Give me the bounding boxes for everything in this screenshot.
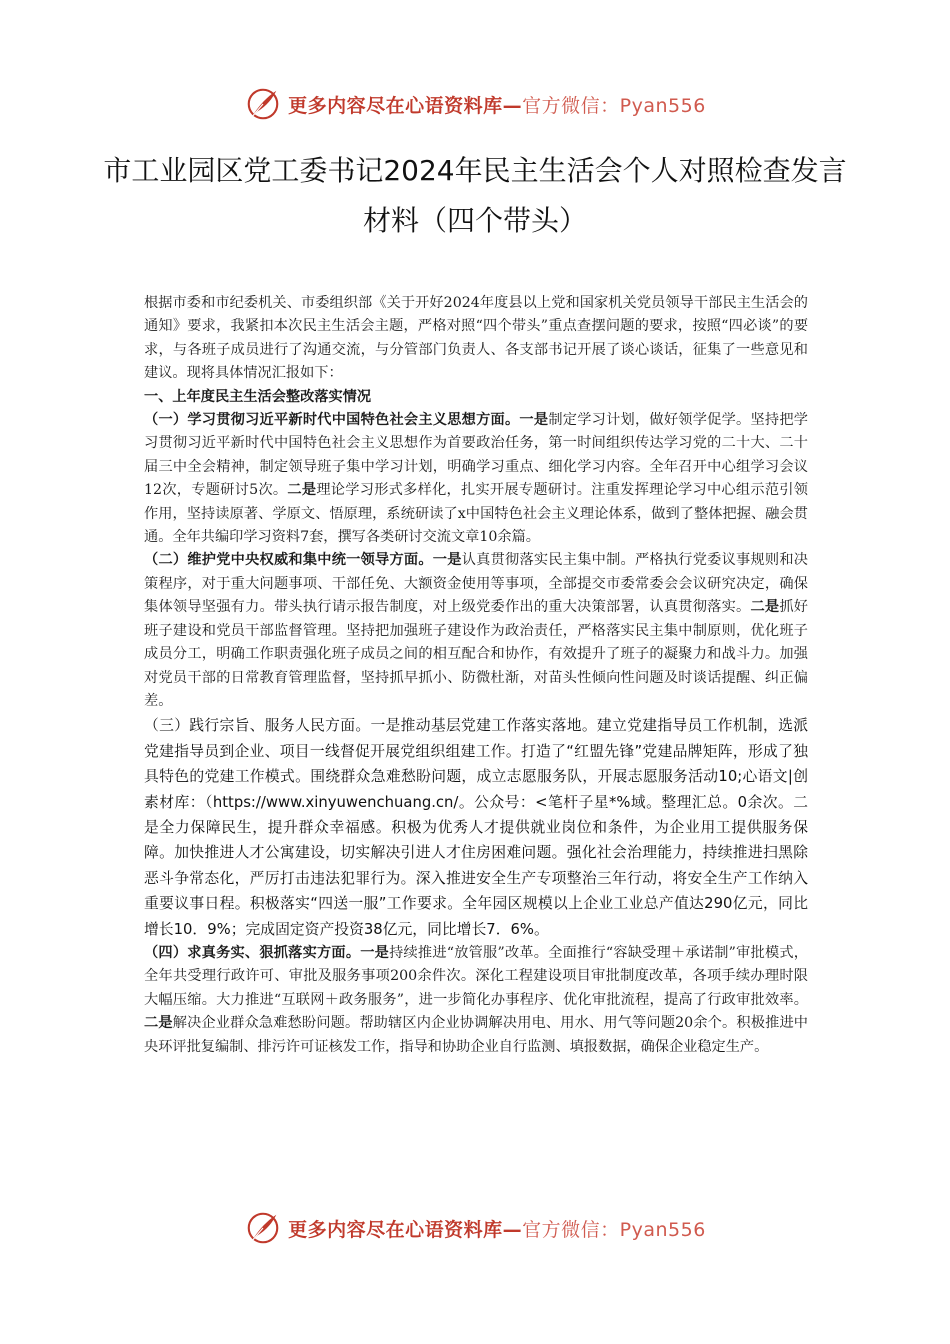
document-body	[144, 292, 808, 1059]
intro-paragraph: 根据市委和市纪委机关、市委组织部《关于开好2024年度县以上党和国家机关党员领导干部民主生活会的通知》要求，我紧扣本次民主生活会主题，严格对照“四个带头”重点查摆问题的要求，按照“四必谈”的要求，与各班子成员进行了沟通交流，与分管部门负责人、各支部书记开展了谈心谈话，征集了一些意见和建议。现将具体情况汇报如下：	[144, 295, 809, 382]
marker-second: 二是	[287, 482, 317, 499]
marker-first: 一是	[432, 552, 462, 569]
watermark-text: 更多内容尽在心语资料库—官方微信：Pyan556	[288, 1218, 706, 1241]
marker-first: 一是	[519, 412, 549, 429]
marker-second: 二是	[144, 1015, 173, 1032]
footer-watermark-banner	[0, 1202, 950, 1254]
marker-first: 一是	[360, 944, 390, 961]
section-heading: 一、上年度民主生活会整改落实情况	[144, 388, 372, 405]
watermark-text: 更多内容尽在心语资料库—官方微信：Pyan556	[288, 94, 706, 117]
paragraph-implementation: （四）求真务实、狠抓落实方面。一是持续推进“放管服”改革。全面推行“容缺受理＋承诺制”审批模式，全年共受理行政许可、审批及服务事项200余件次。深化工程建设项目审批制度改革，各项手续办理时限大幅压缩。大力推进“互联网＋政务服务”，进一步简化办事程序、优化审批流程，提高了行政审批效率。二是解决企业群众急难愁盼问题。帮助辖区内企业协调解决用电、用水、用气等问题20余个。积极推进中央环评批复编制、排污许可证核发工作，指导和协助企业自行监测、填报数据，确保企业稳定生产。	[144, 944, 808, 1055]
paragraph-lead: （四）求真务实、狠抓落实方面。	[144, 944, 361, 961]
paragraph-lead: （一）学习贯彻习近平新时代中国特色社会主义思想方面。	[144, 412, 520, 429]
paragraph-serve-people: （三）践行宗旨、服务人民方面。一是推动基层党建工作落实落地。建立党建指导员工作机制，选派党建指导员到企业、项目一线督促开展党组织组建工作。打造了“红盟先锋”党建品牌矩阵，形成了独具特色的党建工作模式。围绕群众急难愁盼问题，成立志愿服务队，开展志愿服务活动10;心语文|创素材库：（https://www.xinyuwenchuang.cn/。公众号：<笔杆子星*%域。整理汇总。0余次。二是全力保障民生，提升群众幸福感。积极为优秀人才提供就业岗位和条件，为企业用工提供服务保障。加快推进人才公寓建设，切实解决引进人才住房困难问题。强化社会治理能力，持续推进扫黑除恶斗争常态化，严厉打击违法犯罪行为。深入推进安全生产专项整治三年行动，将安全生产工作纳入重要议事日程。积极落实“四送一服”工作要求。全年园区规模以上企业工业总产值达290亿元，同比增长10．9%；完成固定资产投资38亿元，同比增长7．6%。	[144, 717, 808, 938]
header-watermark-banner	[0, 78, 950, 130]
marker-second: 二是	[750, 599, 780, 616]
paragraph-lead: （二）维护党中央权威和集中统一领导方面。	[144, 552, 433, 569]
document-title: 市工业园区党工委书记2024年民主生活会个人对照检查发言材料（四个带头）	[103, 154, 847, 237]
quill-logo-icon	[244, 85, 282, 123]
paragraph-study: （一）学习贯彻习近平新时代中国特色社会主义思想方面。一是制定学习计划，做好领学促学。坚持把学习贯彻习近平新时代中国特色社会主义思想作为首要政治任务，第一时间组织传达学习党的二十大、二十届三中全会精神，制定领导班子集中学习计划，明确学习重点、细化学习内容。全年召开中心组学习会议12次，专题研讨5次。二是理论学习形式多样化，扎实开展专题研讨。注重发挥理论学习中心组示范引领作用，坚持读原著、学原文、悟原理，系统研读了x中国特色社会主义理论体系，做到了整体把握、融会贯通。全年共编印学习资料7套，撰写各类研讨交流文章10余篇。	[144, 412, 808, 546]
paragraph-authority: （二）维护党中央权威和集中统一领导方面。一是认真贯彻落实民主集中制。严格执行党委议事规则和决策程序，对于重大问题事项、干部任免、大额资金使用等事项，全部提交市委常委会会议研究决定，确保集体领导坚强有力。带头执行请示报告制度，对上级党委作出的重大决策部署，认真贯彻落实。二是抓好班子建设和党员干部监督管理。坚持把加强班子建设作为政治责任，严格落实民主集中制原则，优化班子成员分工，明确工作职责强化班子成员之间的相互配合和协作，有效提升了班子的凝聚力和战斗力。加强对党员干部的日常教育管理监督，坚持抓早抓小、防微杜渐，对苗头性倾向性问题及时谈话提醒、纠正偏差。	[144, 552, 808, 709]
quill-logo-icon	[244, 1209, 282, 1247]
